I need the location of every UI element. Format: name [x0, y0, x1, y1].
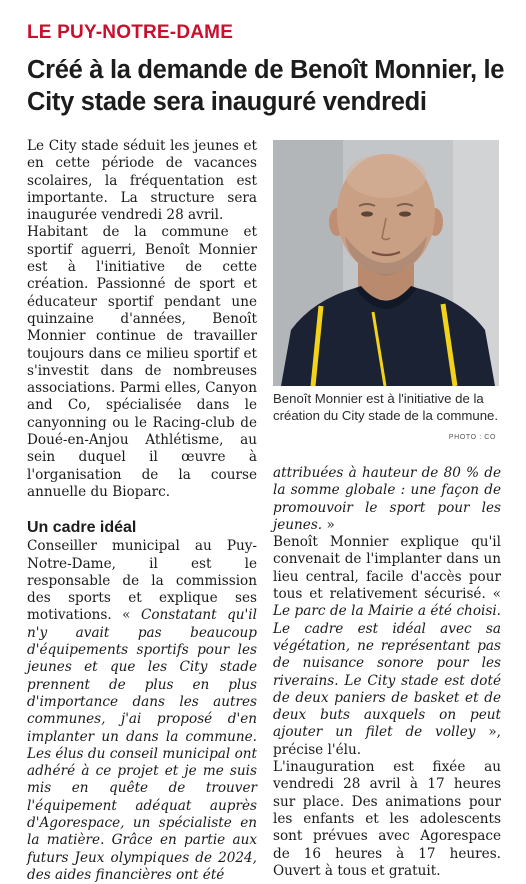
paragraph-motivations-text: Conseiller municipal au Puy-Notre-Dame, il est le responsable de la commission des sports et explique ses motivations. « [27, 538, 257, 624]
article-column-right [273, 465, 501, 880]
portrait-photo [273, 140, 499, 386]
paragraph-location [273, 534, 501, 759]
quote-attribution: », précise l'élu. [273, 724, 501, 758]
article-headline: Créé à la demande de Benoît Monnier, le City stade sera inauguré vendredi [27, 56, 505, 116]
photo-credit: PHOTO : CO [448, 434, 496, 441]
article-kicker: LE PUY-NOTRE-DAME [27, 22, 234, 43]
quote-motivations: Constatant qu'il n'y avait pas beaucoup d'équipements sportifs pour les jeunes et que les City stade prennent de plus en plus d'importance dans les autres communes, j'ai proposé d'en implanter un dans la commune. Les élus du conseil municipal ont adhéré à ce projet et je me suis mis en quête de trouver l'équipement adéquat auprès d'Agorespace, un spécialiste en la matière. Grâce en partie aux futurs Jeux olympiques de 2024, des aides financières ont été [27, 607, 257, 883]
paragraph-inauguration: L'inauguration est fixée au vendredi 28 avril à 17 heures sur place. Des animations pour les enfants et les adolescents sont prévues avec Agorespace de 16 heures à 17 heures. Ouvert à tous et gratuit. [273, 759, 501, 879]
quote-close: » [322, 516, 335, 533]
article-subhead: Un cadre idéal [27, 519, 137, 537]
quote-location: Le parc de la Mairie a été choisi. Le cadre est idéal avec sa végétation, ne représentant pas de nuisance sonore pour les riverains. Le City stade est doté de deux paniers de basket et de deux buts auxquels on peut ajouter un filet de volley [273, 603, 501, 741]
quote-funding: attribuées à hauteur de 80 % de la somme globale : une façon de promouvoir le sport pour les jeunes. [273, 465, 501, 533]
article-column-left [27, 138, 257, 884]
paragraph-funding [273, 465, 501, 534]
photo-caption: Benoît Monnier est à l'initiative de la création du City stade de la commune. [273, 391, 499, 423]
paragraph-intro: Le City stade séduit les jeunes et en cette période de vacances scolaires, la fréquentation est importante. La structure sera inaugurée vendredi 28 avril. [27, 138, 257, 224]
paragraph-biography: Habitant de la commune et sportif aguerri, Benoît Monnier est à l'initiative de cette création. Passionné de sport et éducateur sportif pendant une quinzaine d'années, Benoît Monnier continue de travailler toujours dans ce milieu sportif et s'investit dans de nombreuses associations. Parmi elles, Canyon and Co, spécialisée dans le canyonning ou le Racing-club de Doué-en-Anjou Athlétisme, au sein duquel il œuvre à l'organisation de la course annuelle du Bioparc. [27, 224, 257, 500]
paragraph-location-text: Benoît Monnier explique qu'il convenait de l'implanter dans un lieu central, facile d'accès pour tous et relativement sécurisé. « [273, 534, 501, 603]
portrait-illustration [273, 140, 499, 386]
paragraph-motivations [27, 538, 257, 884]
